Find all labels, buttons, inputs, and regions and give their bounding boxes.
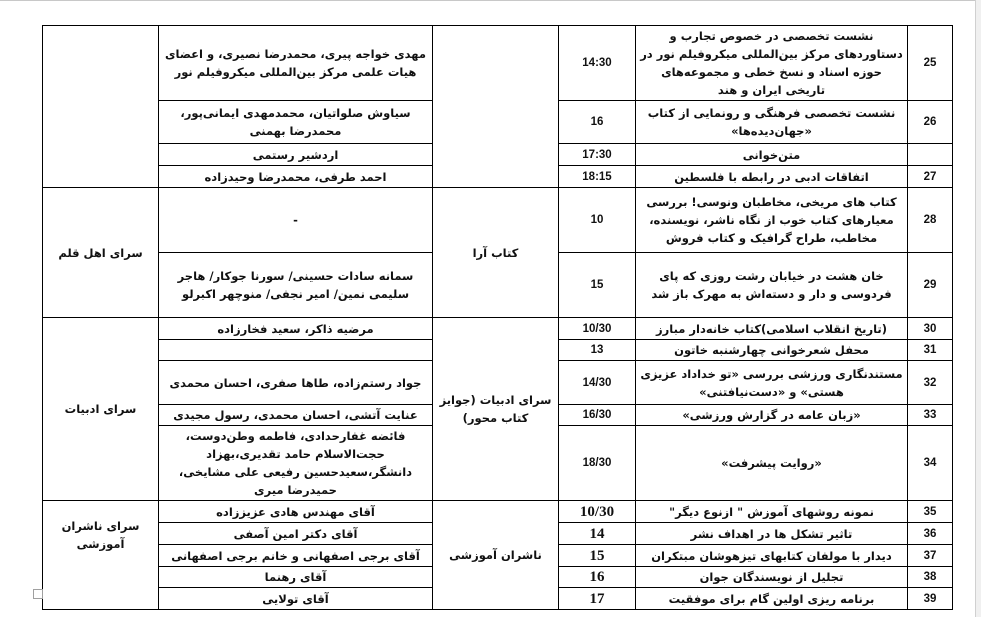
event-time: 15 xyxy=(559,545,636,567)
row-number: 30 xyxy=(908,318,953,340)
row-number: 28 xyxy=(908,188,953,253)
event-title: «روایت پیشرفت» xyxy=(636,426,908,501)
row-number: 39 xyxy=(908,588,953,610)
venue-cell xyxy=(433,26,559,188)
row-number: 25 xyxy=(908,26,953,101)
event-time: 17 xyxy=(559,588,636,610)
table-row xyxy=(43,26,953,101)
event-title: (تاریخ انقلاب اسلامی)کتاب خانه‌دار مبارز xyxy=(636,318,908,340)
event-speakers: آقای رهنما xyxy=(159,567,433,588)
row-number: 35 xyxy=(908,501,953,523)
row-number: 32 xyxy=(908,361,953,405)
event-title: خان هشت در خیابان رشت روزی که پای فردوسی و دار و دسته‌اش به مهرک باز شد xyxy=(636,253,908,318)
table-anchor-handle[interactable] xyxy=(33,589,43,599)
hall-cell: سرای ناشران آموزشی xyxy=(43,501,159,610)
event-speakers: عنایت آتشی، احسان محمدی، رسول مجیدی xyxy=(159,405,433,426)
event-title: تاثیر تشکل ها در اهداف نشر xyxy=(636,523,908,545)
venue-cell: سرای ادبیات (جوایز کتاب محور) xyxy=(433,318,559,501)
event-time: 18:15 xyxy=(559,166,636,188)
event-speakers: سیاوش صلواتیان، محمدمهدی ایمانی‌پور، محمدرضا بهمنی xyxy=(159,101,433,144)
row-number: 36 xyxy=(908,523,953,545)
event-title: محفل شعرخوانی چهارشنبه خاتون xyxy=(636,340,908,361)
table-row xyxy=(43,318,953,340)
table-row xyxy=(43,188,953,253)
event-title: مستندنگاری ورزشی بررسی «تو خداداد عزیزی هستی» و «دست‌نیافتنی» xyxy=(636,361,908,405)
row-number: 27 xyxy=(908,166,953,188)
row-number: 33 xyxy=(908,405,953,426)
event-title: نشست تخصصی فرهنگی و رونمایی از کتاب «جهان‌دیده‌ها» xyxy=(636,101,908,144)
venue-cell: ناشران آموزشی xyxy=(433,501,559,610)
event-speakers xyxy=(159,340,433,361)
event-time: 10/30 xyxy=(559,501,636,523)
event-speakers: آقای مهندس هادی عزیززاده xyxy=(159,501,433,523)
event-time: 14/30 xyxy=(559,361,636,405)
event-speakers: - xyxy=(159,188,433,253)
event-title: نشست تخصصی در خصوص تجارب و دستاوردهای مرکز بین‌المللی میکروفیلم نور در حوزه اسناد و نسخ خطی و مجموعه‌های تاریخی ایران و هند xyxy=(636,26,908,101)
page-top-rule xyxy=(0,0,981,1)
row-number: 37 xyxy=(908,545,953,567)
row-number: 34 xyxy=(908,426,953,501)
event-speakers: فائضه غفارحدادی، فاطمه وطن‌دوست، حجت‌الاسلام حامد تقدیری،بهزاد دانشگر،سعیدحسین رفیعی علی مشایخی، حمیدرضا میری xyxy=(159,426,433,501)
event-time: 18/30 xyxy=(559,426,636,501)
event-time: 16 xyxy=(559,567,636,588)
event-time: 14:30 xyxy=(559,26,636,101)
row-number: 38 xyxy=(908,567,953,588)
event-speakers: آقای برجی اصفهانی و خانم برجی اصفهانی xyxy=(159,545,433,567)
event-title: دیدار با مولفان کتابهای تیزهوشان مبتکران xyxy=(636,545,908,567)
event-speakers: مهدی خواجه پیری، محمدرضا نصیری، و اعضای هیات علمی مرکز بین‌المللی میکروفیلم نور xyxy=(159,26,433,101)
row-number: 26 xyxy=(908,101,953,144)
event-speakers: احمد طرفی، محمدرضا وحیدزاده xyxy=(159,166,433,188)
event-time: 13 xyxy=(559,340,636,361)
event-title: اتفاقات ادبی در رابطه با فلسطین xyxy=(636,166,908,188)
event-time: 17:30 xyxy=(559,144,636,166)
event-title: «زبان عامه در گزارش ورزشی» xyxy=(636,405,908,426)
event-time: 10 xyxy=(559,188,636,253)
event-title: متن‌خوانی xyxy=(636,144,908,166)
event-speakers: سمانه سادات حسینی/ سورنا جوکار/ هاجر سلیمی نمین/ امیر نجفی/ منوچهر اکبرلو xyxy=(159,253,433,318)
venue-cell: کتاب آرا xyxy=(433,188,559,318)
hall-cell: سرای ادبیات xyxy=(43,318,159,501)
event-schedule-table xyxy=(42,25,953,610)
event-speakers: مرضیه ذاکر، سعید فخارزاده xyxy=(159,318,433,340)
row-number xyxy=(908,144,953,166)
row-number: 31 xyxy=(908,340,953,361)
event-speakers: آقای دکتر امین آصفی xyxy=(159,523,433,545)
event-title: تجلیل از نویسندگان جوان xyxy=(636,567,908,588)
event-time: 15 xyxy=(559,253,636,318)
event-time: 14 xyxy=(559,523,636,545)
row-number: 29 xyxy=(908,253,953,318)
hall-cell: سرای اهل قلم xyxy=(43,188,159,318)
event-speakers: اردشیر رستمی xyxy=(159,144,433,166)
event-speakers: جواد رستم‌زاده، طاها صفری، احسان محمدی xyxy=(159,361,433,405)
event-title: کتاب های مریخی، مخاطبان ونوسی! بررسی معیارهای کتاب خوب از نگاه ناشر، نویسنده، مخاطب، طراح گرافیک و کتاب فروش xyxy=(636,188,908,253)
event-title: نمونه روشهای آموزش " ازنوع دیگر" xyxy=(636,501,908,523)
document-page-edge xyxy=(975,0,981,617)
table-row xyxy=(43,501,953,523)
event-title: برنامه ریزی اولین گام برای موفقیت xyxy=(636,588,908,610)
event-time: 16 xyxy=(559,101,636,144)
event-time: 10/30 xyxy=(559,318,636,340)
event-speakers: آقای تولایی xyxy=(159,588,433,610)
hall-cell xyxy=(43,26,159,188)
event-time: 16/30 xyxy=(559,405,636,426)
